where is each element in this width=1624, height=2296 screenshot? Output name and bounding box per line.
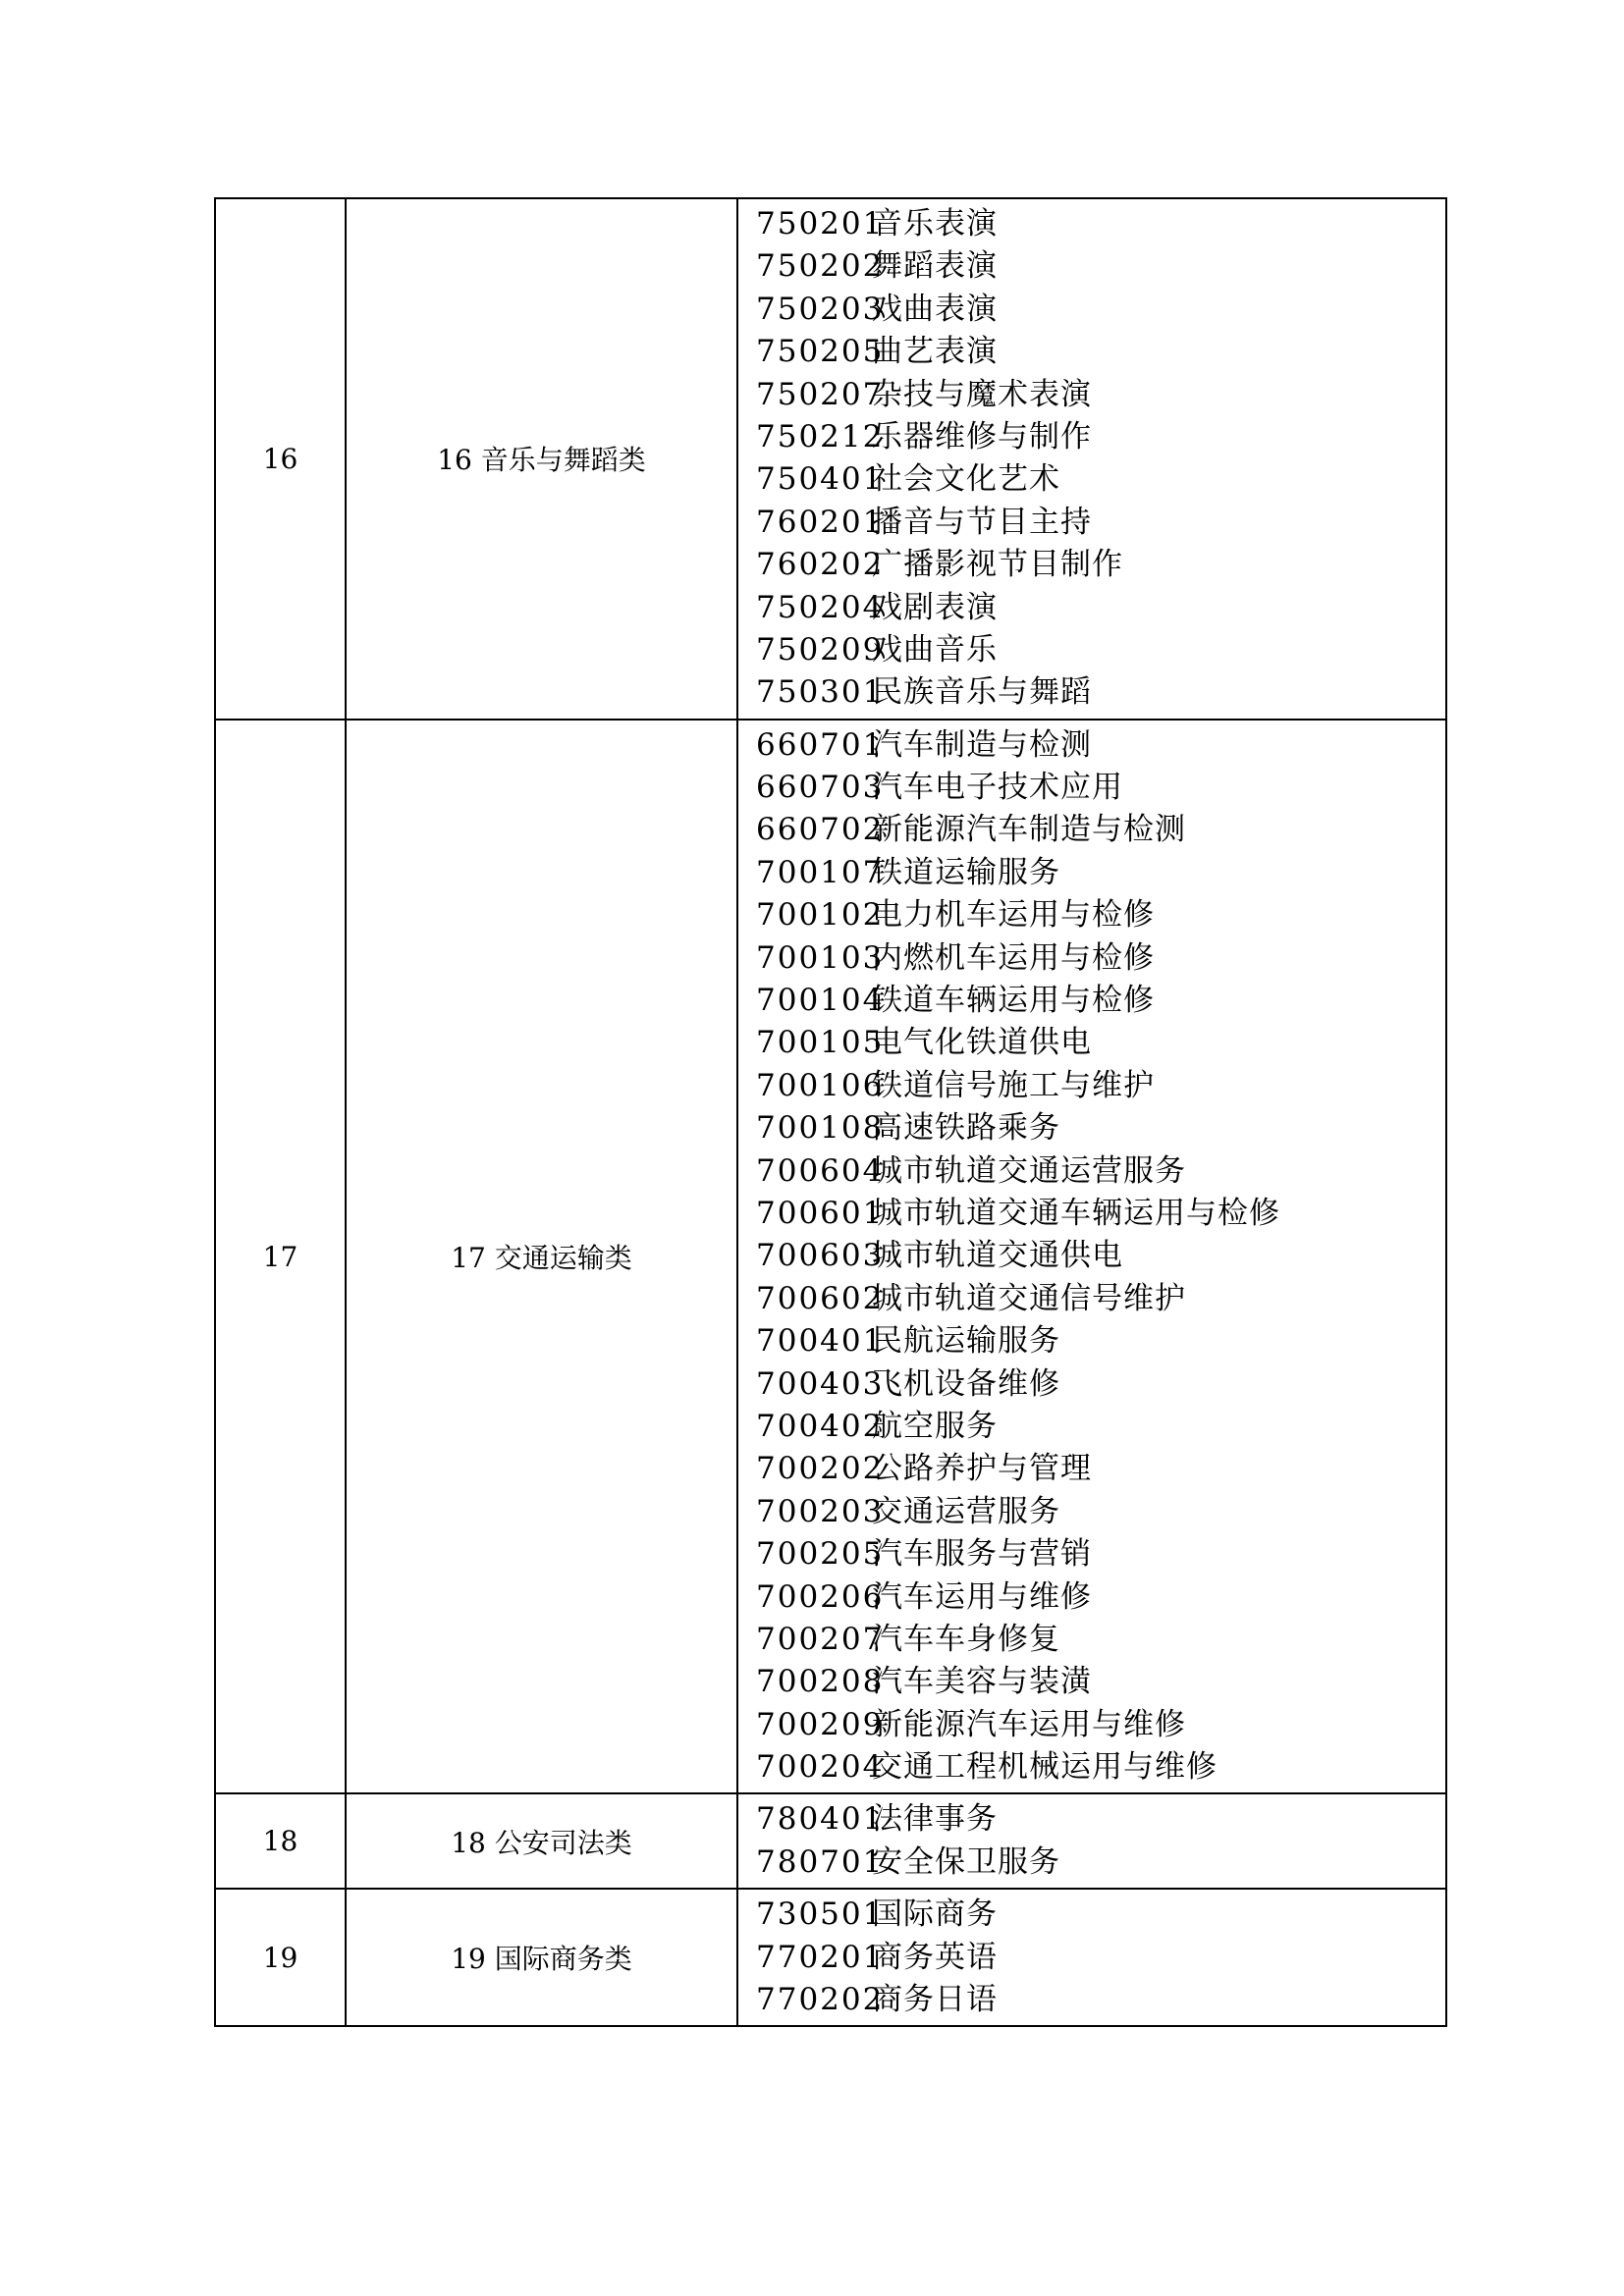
major-code: 770202 (756, 1982, 885, 2018)
major-code: 750401 (756, 461, 885, 498)
major-name: 公路养护与管理 (872, 1451, 1092, 1487)
major-item (756, 809, 1445, 851)
major-name: 城市轨道交通供电 (872, 1238, 1123, 1274)
major-name: 汽车美容与装潢 (872, 1664, 1092, 1700)
major-code: 700603 (756, 1238, 885, 1274)
table-row (215, 720, 1446, 1794)
major-item (756, 544, 1445, 586)
major-name: 铁道车辆运用与检修 (872, 983, 1155, 1019)
major-name: 戏剧表演 (872, 589, 998, 625)
major-list-cell (737, 720, 1446, 1794)
major-item (756, 587, 1445, 629)
major-code: 750301 (756, 674, 885, 711)
major-code: 700209 (756, 1706, 885, 1742)
major-name: 航空服务 (872, 1408, 998, 1444)
major-item (756, 1619, 1445, 1661)
major-code: 750205 (756, 334, 885, 370)
major-code: 700207 (756, 1621, 885, 1657)
major-item (756, 458, 1445, 501)
major-name: 新能源汽车制造与检测 (872, 812, 1186, 848)
major-item (756, 629, 1445, 671)
major-code: 760201 (756, 504, 885, 540)
major-code: 700402 (756, 1408, 885, 1444)
category-name-cell: 18 公安司法类 (346, 1793, 737, 1889)
major-code: 660703 (756, 770, 885, 806)
major-item (756, 502, 1445, 544)
major-item (756, 416, 1445, 458)
major-code: 750207 (756, 376, 885, 412)
major-item (756, 289, 1445, 331)
major-code: 700102 (756, 897, 885, 934)
category-name-cell: 17 交通运输类 (346, 720, 737, 1794)
major-code: 700104 (756, 983, 885, 1019)
major-name: 城市轨道交通车辆运用与检修 (872, 1195, 1280, 1231)
major-item (756, 1576, 1445, 1619)
major-name: 铁道运输服务 (872, 854, 1060, 890)
major-item (756, 374, 1445, 416)
major-item (756, 1937, 1445, 1979)
major-name: 内燃机车运用与检修 (872, 939, 1155, 976)
major-item (756, 767, 1445, 809)
major-name: 广播影视节目制作 (872, 547, 1123, 583)
major-name: 铁道信号施工与维护 (872, 1067, 1155, 1103)
major-name: 交通运营服务 (872, 1493, 1060, 1529)
major-name: 汽车电子技术应用 (872, 770, 1123, 806)
major-code: 770201 (756, 1939, 885, 1975)
major-name: 汽车服务与营销 (872, 1536, 1092, 1573)
major-name: 国际商务 (872, 1896, 998, 1933)
major-code: 700604 (756, 1152, 885, 1189)
major-code: 700105 (756, 1025, 885, 1061)
major-item (756, 1491, 1445, 1533)
major-code: 750203 (756, 291, 885, 327)
major-item (756, 245, 1445, 288)
major-code: 700602 (756, 1280, 885, 1316)
major-code: 700204 (756, 1749, 885, 1786)
major-code: 780401 (756, 1801, 885, 1838)
major-item (756, 1798, 1445, 1841)
major-code: 700107 (756, 854, 885, 890)
major-code: 700106 (756, 1067, 885, 1103)
table-row (215, 198, 1446, 720)
major-code: 700601 (756, 1195, 885, 1231)
major-code: 700401 (756, 1323, 885, 1360)
major-code: 700108 (756, 1110, 885, 1147)
major-name: 曲艺表演 (872, 334, 998, 370)
row-number-cell: 17 (215, 720, 346, 1794)
major-name: 社会文化艺术 (872, 461, 1060, 498)
major-item (756, 331, 1445, 373)
major-name: 戏曲表演 (872, 291, 998, 327)
major-item (756, 1406, 1445, 1448)
major-name: 高速铁路乘务 (872, 1110, 1060, 1147)
major-code: 750209 (756, 631, 885, 667)
major-item (756, 1320, 1445, 1362)
major-list-cell (737, 198, 1446, 720)
major-code: 700208 (756, 1664, 885, 1700)
major-item (756, 1363, 1445, 1406)
major-name: 乐器维修与制作 (872, 418, 1092, 454)
major-code: 750204 (756, 589, 885, 625)
row-number-cell: 16 (215, 198, 346, 720)
major-name: 法律事务 (872, 1801, 998, 1838)
major-name: 飞机设备维修 (872, 1365, 1060, 1402)
major-name: 新能源汽车运用与维修 (872, 1706, 1186, 1742)
major-code: 750202 (756, 248, 885, 285)
major-list-cell (737, 1793, 1446, 1889)
table-row (215, 1889, 1446, 2026)
major-item (756, 1533, 1445, 1575)
major-code: 760202 (756, 547, 885, 583)
major-item (756, 671, 1445, 714)
major-name: 城市轨道交通信号维护 (872, 1280, 1186, 1316)
major-name: 播音与节目主持 (872, 504, 1092, 540)
major-code: 750212 (756, 418, 885, 454)
major-code: 700206 (756, 1578, 885, 1615)
major-item (756, 1842, 1445, 1884)
major-name: 安全保卫服务 (872, 1843, 1060, 1880)
major-name: 民航运输服务 (872, 1323, 1060, 1360)
table-row (215, 1793, 1446, 1889)
major-item (756, 1894, 1445, 1936)
major-name: 商务英语 (872, 1939, 998, 1975)
major-code: 700205 (756, 1536, 885, 1573)
major-item (756, 1150, 1445, 1193)
major-code: 700202 (756, 1451, 885, 1487)
major-item (756, 852, 1445, 894)
major-item (756, 980, 1445, 1022)
major-item (756, 1065, 1445, 1107)
major-code: 700403 (756, 1365, 885, 1402)
major-name: 舞蹈表演 (872, 248, 998, 285)
major-name: 电力机车运用与检修 (872, 897, 1155, 934)
row-number-cell: 19 (215, 1889, 346, 2026)
major-item (756, 1107, 1445, 1149)
major-name: 音乐表演 (872, 206, 998, 241)
major-item (756, 724, 1445, 767)
major-name: 民族音乐与舞蹈 (872, 674, 1092, 711)
major-item (756, 1278, 1445, 1320)
category-name-cell: 16 音乐与舞蹈类 (346, 198, 737, 720)
major-name: 交通工程机械运用与维修 (872, 1749, 1218, 1786)
major-item (756, 937, 1445, 980)
row-number-cell: 18 (215, 1793, 346, 1889)
major-item (756, 1022, 1445, 1064)
major-item (756, 1979, 1445, 2021)
major-name: 电气化铁道供电 (872, 1025, 1092, 1061)
major-code: 660702 (756, 812, 885, 848)
major-name: 汽车运用与维修 (872, 1578, 1092, 1615)
major-code: 730501 (756, 1896, 885, 1933)
major-code: 780701 (756, 1843, 885, 1880)
major-item (756, 894, 1445, 936)
major-name: 商务日语 (872, 1982, 998, 2018)
major-item (756, 203, 1445, 245)
major-name: 城市轨道交通运营服务 (872, 1152, 1186, 1189)
major-item (756, 1448, 1445, 1490)
major-item (756, 1193, 1445, 1235)
major-code: 700103 (756, 939, 885, 976)
major-list-cell (737, 1889, 1446, 2026)
major-code: 750201 (756, 206, 885, 241)
major-item (756, 1235, 1445, 1277)
major-item (756, 1746, 1445, 1789)
major-category-table (214, 197, 1447, 2027)
major-name: 戏曲音乐 (872, 631, 998, 667)
major-name: 汽车制造与检测 (872, 726, 1092, 763)
major-name: 杂技与魔术表演 (872, 376, 1092, 412)
major-code: 660701 (756, 726, 885, 763)
major-code: 700203 (756, 1493, 885, 1529)
major-item (756, 1661, 1445, 1703)
category-name-cell: 19 国际商务类 (346, 1889, 737, 2026)
major-name: 汽车车身修复 (872, 1621, 1060, 1657)
major-item (756, 1704, 1445, 1746)
table-body (215, 198, 1446, 2026)
